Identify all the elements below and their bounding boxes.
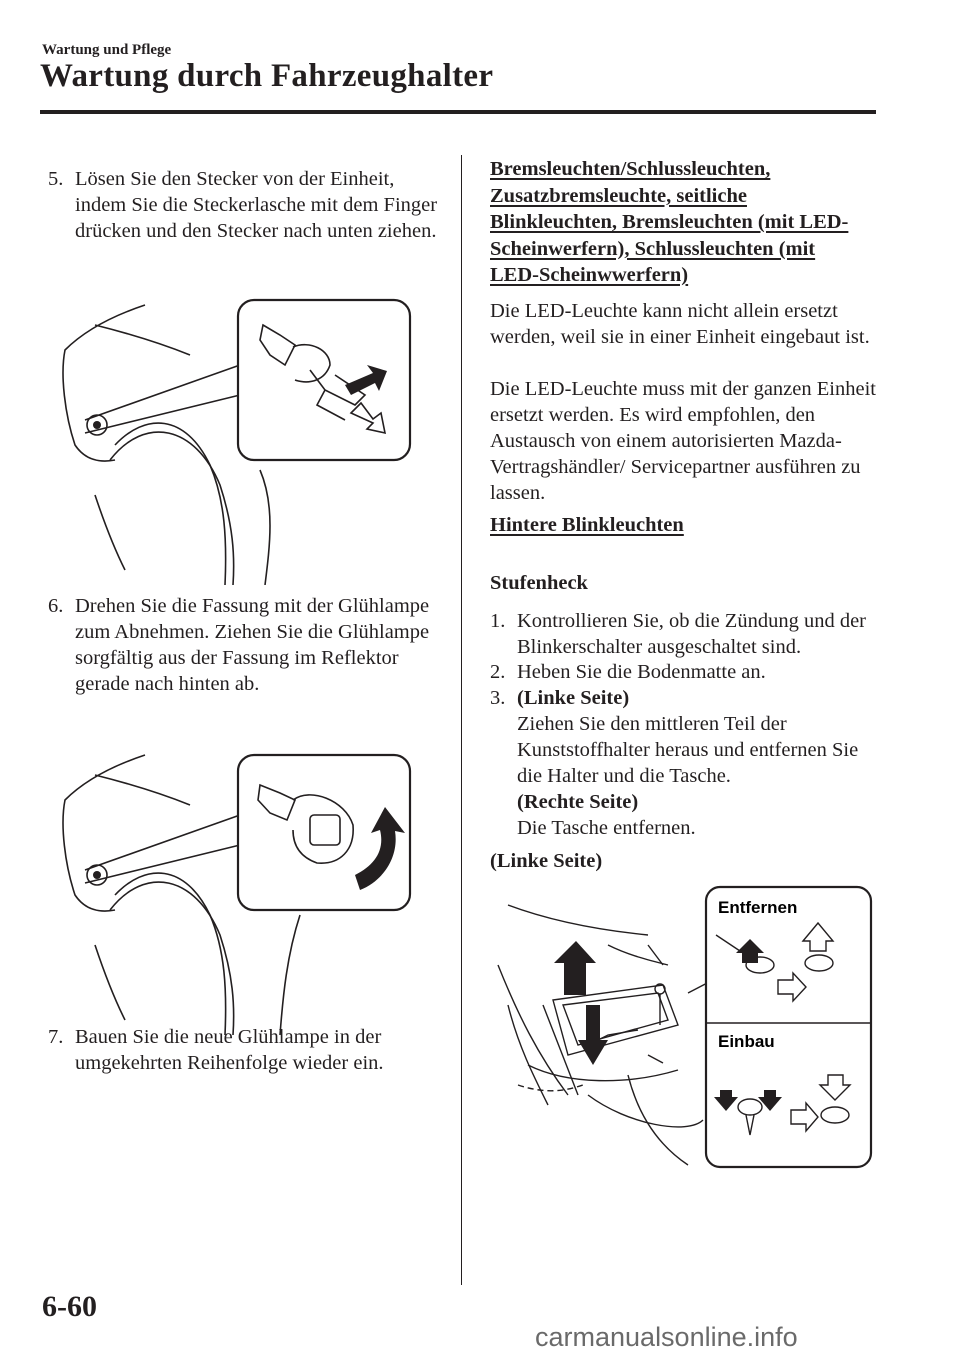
remove-arrow-icon [554, 941, 596, 995]
detail-inset [238, 300, 410, 460]
figure-caption: (Linke Seite) [490, 850, 603, 872]
step-5 [48, 166, 443, 244]
step-3-right-text: Die Tasche entfernen. [517, 817, 696, 839]
detail-inset [706, 887, 871, 1167]
step-3-right-label: (Rechte Seite) [517, 791, 639, 813]
step-text: Bauen Sie die neue Glühlampe in der umgekehrten Reihenfolge wieder ein. [75, 1026, 384, 1074]
step-7 [48, 1024, 443, 1076]
section-label: Wartung und Pflege [42, 42, 172, 58]
paragraph-led-1: Die LED-Leuchte kann nicht allein ersetzt werden, weil sie in einer Einheit eingebaut ist. [490, 300, 870, 348]
paragraph-led-2: Die LED-Leuchte muss mit der ganzen Einheit ersetzt werden. Es wird empfohlen, den Austausch von einem autorisierten Mazda-Vertragshändler/ Servicepartner ausführen zu lassen. [490, 378, 876, 504]
step-1 [490, 608, 885, 660]
step-number: 7. [48, 1026, 64, 1048]
step-3 [490, 685, 885, 841]
heading-rear-turn-signals: Hintere Blinkleuchten [490, 514, 684, 536]
label-install: Einbau [718, 1032, 775, 1051]
step-number: 6. [48, 595, 64, 617]
page-number: 6-60 [42, 1290, 97, 1323]
header-rule [40, 110, 876, 114]
step-2 [490, 659, 885, 685]
step-text: Heben Sie die Bodenmatte an. [517, 661, 766, 683]
label-remove: Entfernen [718, 898, 798, 917]
step-3-left-text: Ziehen Sie den mittleren Teil der Kunststoffhalter heraus und entfernen Sie die Halter und die Tasche. [517, 713, 859, 787]
step-text: Kontrollieren Sie, ob die Zündung und der Blinkerschalter ausgeschaltet sind. [517, 610, 867, 658]
step-number: 2. [490, 661, 506, 683]
headlamp-outline [63, 305, 145, 461]
step-6 [48, 593, 443, 697]
step-number: 1. [490, 610, 506, 632]
step-number: 3. [490, 687, 506, 709]
figure-trunk-pocket [488, 885, 876, 1175]
step-text: Lösen Sie den Stecker von der Einheit, indem Sie die Steckerlasche mit dem Finger drücken und den Stecker nach unten ziehen. [75, 168, 438, 242]
column-divider [461, 155, 462, 1285]
install-arrow-icon [578, 1005, 608, 1065]
step-number: 5. [48, 168, 64, 190]
page-title: Wartung durch Fahrzeughalter [40, 58, 494, 94]
heading-led-lamps: Bremsleuchten/Schlussleuchten, Zusatzbremsleuchte, seitliche Blinkleuchten, Bremsleuchten (mit LED-Scheinwerfern), Schlussleuchten (mit LED-Scheinwwerfern) [490, 158, 849, 286]
clip-icon [655, 984, 665, 1025]
figure-connector-removal [55, 295, 415, 585]
wheel-arch [110, 432, 234, 585]
subheading-sedan: Stufenheck [490, 572, 588, 594]
watermark: carmanualsonline.info [535, 1322, 798, 1352]
step-text: Drehen Sie die Fassung mit der Glühlampe zum Abnehmen. Ziehen Sie die Glühlampe sorgfältig aus der Fassung im Reflektor gerade nach hinten ab. [75, 595, 430, 695]
figure-bulb-rotation [55, 745, 415, 1035]
step-3-left-label: (Linke Seite) [517, 687, 630, 709]
